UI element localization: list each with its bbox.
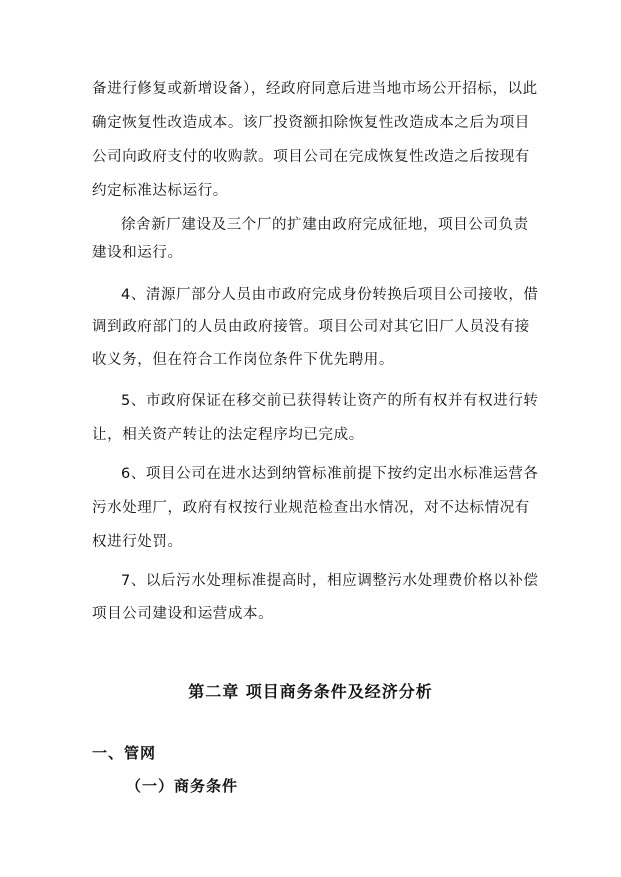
paragraph-line: 污水处理厂，政府有权按行业规范检查出水情况，对不达标情况有 <box>92 500 530 516</box>
chapter-title: 第二章 项目商务条件及经济分析 <box>188 682 433 701</box>
paragraph-line: 建设和运行。 <box>92 245 183 261</box>
subsection-title: （一）商务条件 <box>126 777 239 795</box>
paragraph-line: 项目公司建设和运营成本。 <box>92 606 274 622</box>
paragraph-line: 收义务，但在符合工作岗位条件下优先聘用。 <box>92 352 394 368</box>
paragraph-line: 4、清源厂部分人员由市政府完成身份转换后项目公司接收，借 <box>121 287 539 303</box>
paragraph-line: 7、以后污水处理标准提高时，相应调整污水处理费价格以补偿 <box>121 573 539 589</box>
paragraph-line: 权进行处罚。 <box>92 534 183 550</box>
paragraph-line: 约定标准达标运行。 <box>92 183 228 199</box>
paragraph-line: 调到政府部门的人员由政府接管。项目公司对其它旧厂人员没有接 <box>92 319 530 335</box>
paragraph-line: 让，相关资产转让的法定程序均已完成。 <box>92 427 364 443</box>
paragraph-line: 6、项目公司在进水达到纳管标准前提下按约定出水标准运营各 <box>121 466 539 482</box>
paragraph-line: 确定恢复性改造成本。该厂投资额扣除恢复性改造成本之后为项目 <box>92 115 530 131</box>
section-title: 一、管网 <box>92 744 157 762</box>
paragraph-line: 5、市政府保证在移交前已获得转让资产的所有权并有权进行转 <box>121 393 539 409</box>
paragraph-line: 公司向政府支付的收购款。项目公司在完成恢复性改造之后按现有 <box>92 149 530 165</box>
paragraph-line: 备进行修复或新增设备），经政府同意后进当地市场公开招标，以此 <box>92 81 538 97</box>
paragraph-line: 徐舍新厂建设及三个厂的扩建由政府完成征地，项目公司负责 <box>121 217 529 233</box>
